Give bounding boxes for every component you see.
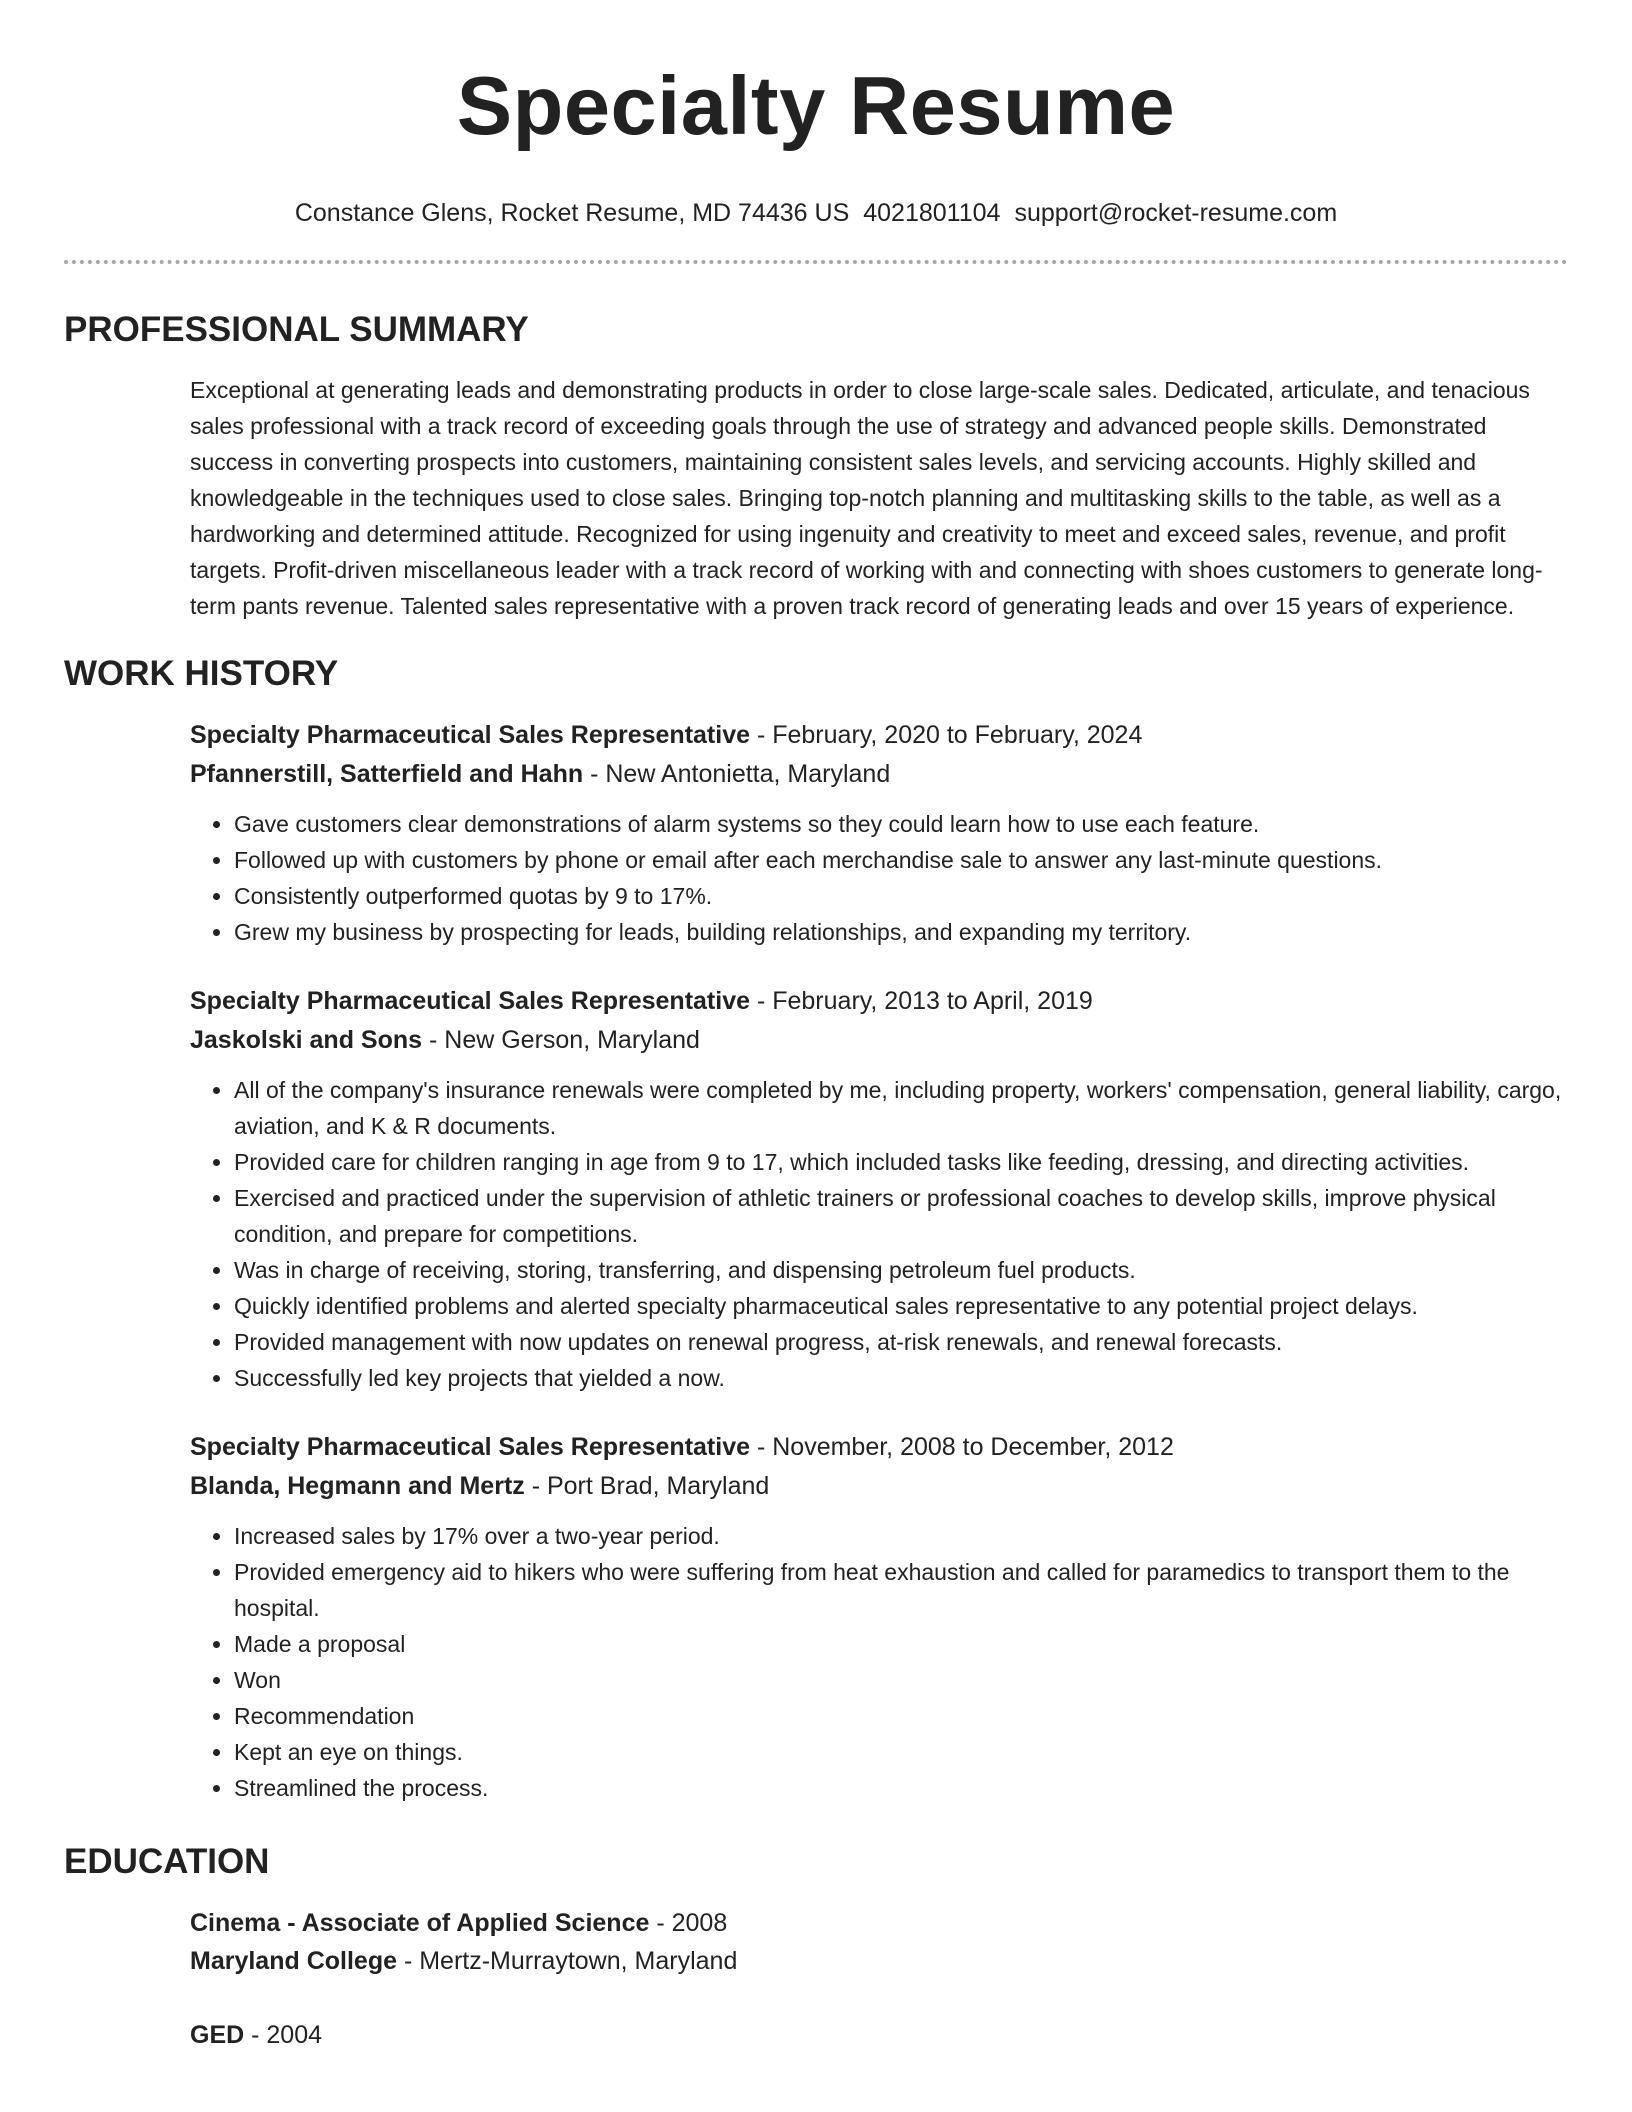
section-title-work-history: WORK HISTORY bbox=[64, 654, 339, 693]
contact-line bbox=[64, 198, 1568, 228]
job-bullet: • Kept an eye on things. bbox=[234, 1734, 1568, 1770]
job-location: - Port Brad, Maryland bbox=[524, 1472, 770, 1500]
education-school-line bbox=[190, 1942, 1568, 1980]
resume-title: Specialty Resume bbox=[456, 59, 1176, 152]
job-bullet: • Increased sales by 17% over a two-year period. bbox=[234, 1518, 1568, 1554]
education-school: Maryland College bbox=[190, 1947, 397, 1975]
education-degree-line bbox=[190, 1904, 1568, 1942]
job-bullet: • Successfully led key projects that yielded a now. bbox=[234, 1360, 1568, 1396]
job-entry bbox=[190, 1428, 1568, 1806]
job-title-line bbox=[190, 716, 1568, 755]
job-location: - New Gerson, Maryland bbox=[422, 1026, 700, 1054]
contact-email: support@rocket-resume.com bbox=[1014, 199, 1338, 227]
job-entry bbox=[190, 716, 1568, 950]
job-company: Jaskolski and Sons bbox=[190, 1026, 423, 1054]
job-bullet: • Was in charge of receiving, storing, transferring, and dispensing petroleum fuel products. bbox=[234, 1252, 1568, 1288]
job-bullet: • Won bbox=[234, 1662, 1568, 1698]
job-bullet: • Gave customers clear demonstrations of alarm systems so they could learn how to use each feature. bbox=[234, 806, 1568, 842]
job-dates: - February, 2020 to February, 2024 bbox=[750, 721, 1143, 749]
education-year: - 2004 bbox=[244, 2021, 323, 2049]
job-bullet: • Grew my business by prospecting for leads, building relationships, and expanding my territory. bbox=[234, 914, 1568, 950]
header-divider bbox=[64, 260, 1568, 264]
education-year: - 2008 bbox=[649, 1909, 728, 1937]
contact-address: Constance Glens, Rocket Resume, MD 74436 US bbox=[294, 199, 850, 227]
job-title-line bbox=[190, 1428, 1568, 1467]
job-bullet: • All of the company's insurance renewals were completed by me, including property, workers' compensation, general liability, cargo, aviation, and K & R documents. bbox=[234, 1072, 1568, 1144]
job-bullet: • Provided emergency aid to hikers who were suffering from heat exhaustion and called for paramedics to transport them to the hospital. bbox=[234, 1554, 1568, 1626]
job-bullet: • Quickly identified problems and alerted specialty pharmaceutical sales representative to any potential project delays. bbox=[234, 1288, 1568, 1324]
job-bullet: • Made a proposal bbox=[234, 1626, 1568, 1662]
job-bullets bbox=[190, 806, 1568, 950]
job-bullet: • Consistently outperformed quotas by 9 to 17%. bbox=[234, 878, 1568, 914]
job-bullet: • Recommendation bbox=[234, 1698, 1568, 1734]
job-role: Specialty Pharmaceutical Sales Representative bbox=[190, 987, 751, 1015]
job-dates: - February, 2013 to April, 2019 bbox=[750, 987, 1093, 1015]
job-location: - New Antonietta, Maryland bbox=[583, 760, 891, 788]
job-role: Specialty Pharmaceutical Sales Representative bbox=[190, 721, 751, 749]
job-role: Specialty Pharmaceutical Sales Representative bbox=[190, 1433, 751, 1461]
job-title-line bbox=[190, 982, 1568, 1021]
education-entry bbox=[190, 2016, 1568, 2054]
job-company: Blanda, Hegmann and Mertz bbox=[190, 1472, 525, 1500]
job-company: Pfannerstill, Satterfield and Hahn bbox=[190, 760, 584, 788]
section-title-education: EDUCATION bbox=[64, 1842, 270, 1881]
education-location: - Mertz-Murraytown, Maryland bbox=[397, 1947, 738, 1975]
job-bullet: • Provided care for children ranging in age from 9 to 17, which included tasks like feeding, dressing, and directing activities. bbox=[234, 1144, 1568, 1180]
job-dates: - November, 2008 to December, 2012 bbox=[750, 1433, 1174, 1461]
job-bullets bbox=[190, 1518, 1568, 1806]
job-company-line bbox=[190, 1021, 1568, 1060]
contact-phone: 4021801104 bbox=[863, 199, 1001, 227]
education-degree: Cinema - Associate of Applied Science bbox=[190, 1909, 650, 1937]
job-company-line bbox=[190, 755, 1568, 794]
education-degree: GED bbox=[190, 2021, 245, 2049]
job-entry bbox=[190, 982, 1568, 1396]
job-company-line bbox=[190, 1467, 1568, 1506]
job-bullet: • Followed up with customers by phone or email after each merchandise sale to answer any last-minute questions. bbox=[234, 842, 1568, 878]
education-entry bbox=[190, 1904, 1568, 1980]
job-bullet: • Provided management with now updates on renewal progress, at-risk renewals, and renewal forecasts. bbox=[234, 1324, 1568, 1360]
job-bullet: • Exercised and practiced under the supervision of athletic trainers or professional coaches to develop skills, improve physical condition, and prepare for competitions. bbox=[234, 1180, 1568, 1252]
job-bullets bbox=[190, 1072, 1568, 1396]
summary-text: Exceptional at generating leads and demonstrating products in order to close large-scale sales. Dedicated, articulate, and tenacious sales professional with a track record of exceeding goals through the use of strategy and advanced people skills. Demonstrated success in converting prospects into customers, maintaining consistent sales levels, and servicing accounts. Highly skilled and knowledgeable in the techniques used to close sales. Bringing top-notch planning and multitasking skills to the table, as well as a hardworking and determined attitude. Recognized for using ingenuity and creativity to meet and exceed sales, revenue, and profit targets. Profit-driven miscellaneous leader with a track record of working with and connecting with shoes customers to generate long-term pants revenue. Talented sales representative with a proven track record of generating leads and over 15 years of experience. bbox=[190, 377, 1543, 619]
section-title-summary: PROFESSIONAL SUMMARY bbox=[64, 310, 529, 349]
education-degree-line bbox=[190, 2016, 1568, 2054]
job-bullet: • Streamlined the process. bbox=[234, 1770, 1568, 1806]
